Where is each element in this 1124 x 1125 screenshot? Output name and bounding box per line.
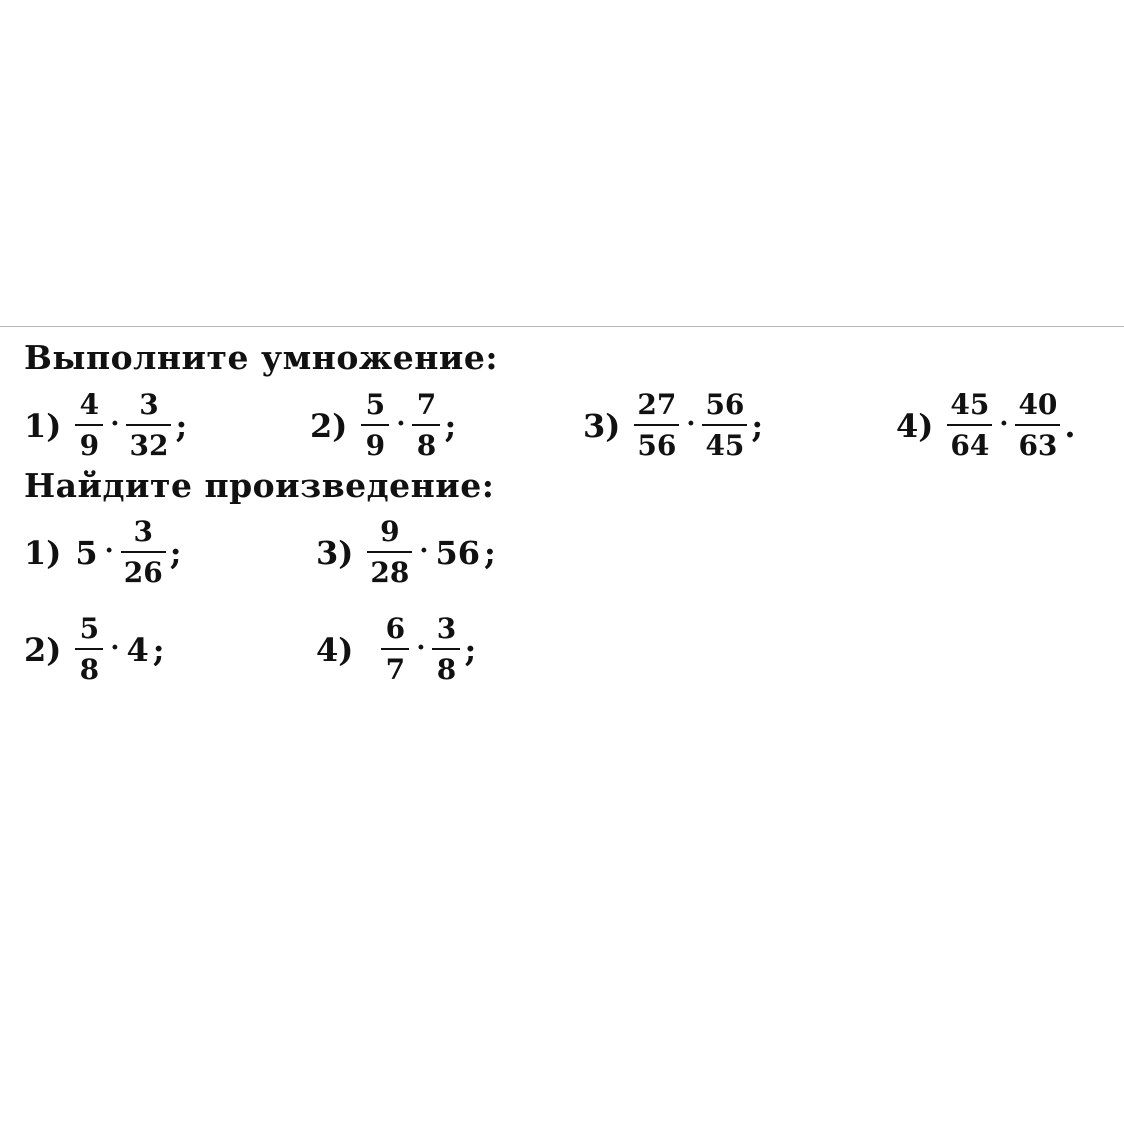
fraction	[1015, 388, 1060, 463]
item-number: 2)	[24, 630, 62, 669]
punctuation: ;	[464, 630, 477, 669]
fraction-bar	[361, 424, 389, 426]
fraction-bar	[432, 648, 460, 650]
fraction-bar	[947, 424, 992, 426]
numerator: 56	[705, 388, 745, 421]
punctuation: ;	[751, 406, 764, 445]
denominator: 7	[385, 653, 406, 686]
multiply-sign: ·	[104, 535, 114, 566]
denominator: 9	[79, 429, 100, 462]
punctuation: .	[1064, 406, 1076, 445]
numerator: 4	[79, 388, 100, 421]
numerator: 5	[79, 612, 100, 645]
horizontal-divider	[0, 326, 1124, 327]
fraction	[634, 388, 679, 463]
multiply-sign: ·	[396, 408, 406, 439]
multiply-sign: ·	[110, 408, 120, 439]
fraction-bar	[75, 648, 103, 650]
numerator: 6	[385, 612, 406, 645]
punctuation: ;	[169, 533, 182, 572]
numerator: 27	[637, 388, 677, 421]
item-number: 4)	[896, 406, 934, 445]
fraction-bar	[1015, 424, 1060, 426]
denominator: 8	[416, 429, 437, 462]
fraction	[432, 612, 460, 687]
item-number: 1)	[24, 533, 62, 572]
numerator: 45	[950, 388, 990, 421]
fraction	[381, 612, 409, 687]
multiply-item-1	[24, 388, 187, 463]
punctuation: ;	[444, 406, 457, 445]
punctuation: ;	[175, 406, 188, 445]
punctuation: ;	[152, 630, 165, 669]
denominator: 8	[436, 653, 457, 686]
numerator: 5	[365, 388, 386, 421]
fraction-bar	[121, 551, 166, 553]
fraction-bar	[634, 424, 679, 426]
fraction-bar	[75, 424, 103, 426]
numerator: 3	[139, 388, 159, 421]
numerator: 3	[436, 612, 457, 645]
section1-heading: Выполните умножение:	[24, 338, 499, 377]
fraction	[361, 388, 389, 463]
product-item-1	[24, 515, 182, 590]
fraction	[947, 388, 992, 463]
numerator: 9	[380, 515, 400, 548]
fraction	[367, 515, 412, 590]
whole-number: 4	[126, 630, 149, 669]
item-number: 2)	[310, 406, 348, 445]
fraction-bar	[126, 424, 171, 426]
denominator: 26	[123, 556, 163, 589]
multiply-sign: ·	[419, 535, 429, 566]
item-number: 3)	[316, 533, 354, 572]
denominator: 63	[1018, 429, 1058, 462]
fraction	[702, 388, 747, 463]
section2-heading: Найдите произведение:	[24, 466, 495, 505]
whole-number: 56	[435, 533, 480, 572]
product-item-3	[316, 515, 496, 590]
fraction	[75, 388, 103, 463]
multiply-sign: ·	[686, 408, 696, 439]
numerator: 7	[416, 388, 437, 421]
item-number: 1)	[24, 406, 62, 445]
fraction	[412, 388, 440, 463]
multiply-item-3	[583, 388, 763, 463]
fraction-bar	[367, 551, 412, 553]
fraction	[121, 515, 166, 590]
fraction-bar	[702, 424, 747, 426]
fraction-bar	[412, 424, 440, 426]
numerator: 3	[133, 515, 153, 548]
denominator: 56	[637, 429, 677, 462]
product-item-2	[24, 612, 165, 687]
numerator: 40	[1018, 388, 1058, 421]
denominator: 8	[79, 653, 100, 686]
multiply-sign: ·	[416, 632, 426, 663]
whole-number: 5	[75, 533, 98, 572]
denominator: 45	[705, 429, 745, 462]
product-item-4	[316, 612, 476, 687]
fraction	[75, 612, 103, 687]
fraction-bar	[381, 648, 409, 650]
multiply-item-2	[310, 388, 456, 463]
multiply-sign: ·	[110, 632, 120, 663]
item-number: 3)	[583, 406, 621, 445]
denominator: 9	[365, 429, 386, 462]
item-number: 4)	[316, 630, 354, 669]
denominator: 32	[129, 429, 169, 462]
fraction	[126, 388, 171, 463]
denominator: 64	[950, 429, 990, 462]
multiply-item-4	[896, 388, 1076, 463]
multiply-sign: ·	[999, 408, 1009, 439]
denominator: 28	[370, 556, 410, 589]
punctuation: ;	[483, 533, 496, 572]
